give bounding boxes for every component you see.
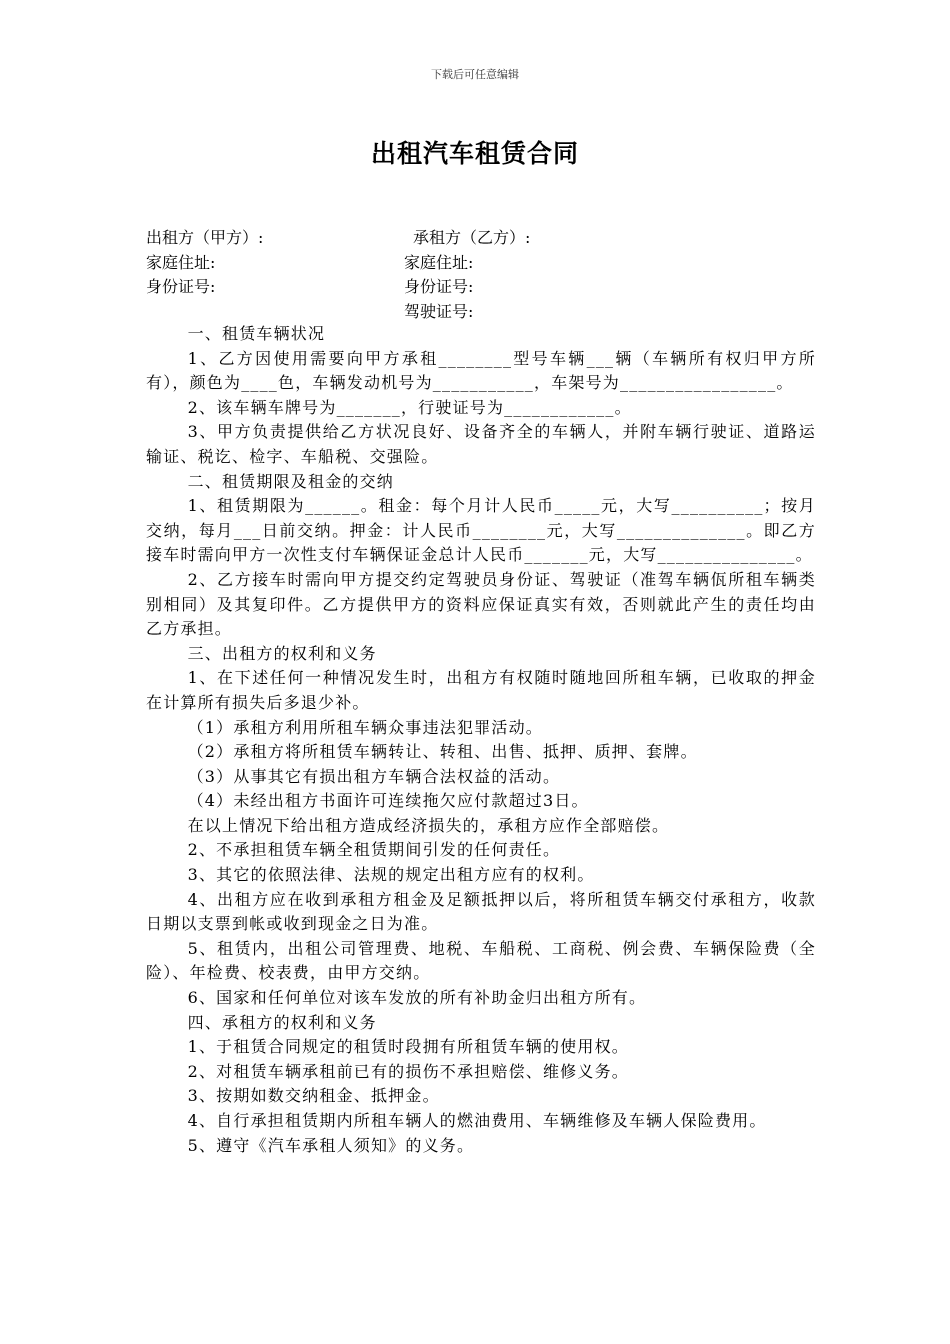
sub-clause: （3）从事其它有损出租方车辆合法权益的活动。 [187,766,561,786]
lessor-label: 出租方（甲方）: [146,228,264,247]
clause: 1、在下述任何一种情况发生时，出租方有权随时随地回所租车辆，已收取的押金在计算所有损失后多退少补。 [146,668,816,712]
clause: 1、租赁期限为______。租金：每个月计人民币_____元，大写__________；按月交纳，每月___日前交纳。押金：计人民币________元，大写______________。即乙方接车时需向甲方一次性支付车辆保证金总计人民币_______元，大写_______________。 [146,496,816,565]
party-row [146,251,826,276]
clause: 4、出租方应在收到承租方租金及足额抵押以后，将所租赁车辆交付承租方，收款日期以支票到帐或收到现金之日为准。 [146,889,816,934]
section-heading: 四、承租方的权利和义务 [187,1012,377,1032]
lessee-address: 家庭住址: [404,252,474,272]
clause: 6、国家和任何单位对该车发放的所有补助金归出租方所有。 [187,988,647,1008]
clause: 5、租赁内，出租公司管理费、地税、车船税、工商税、例会费、车辆保险费（全险）、年检费、校表费，由甲方交纳。 [146,938,816,983]
section-heading: 三、出租方的权利和义务 [187,643,377,663]
clause: 2、对租赁车辆承租前已有的损伤不承担赔偿、维修义务。 [187,1061,629,1081]
clause: 5、遵守《汽车承租人须知》的义务。 [187,1135,475,1155]
party-row [146,275,826,300]
clause: 3、甲方负责提供给乙方状况良好、设备齐全的车辆人，并附车辆行驶证、道路运输证、税讫、检字、车船税、交强险。 [146,422,816,466]
sub-clause: （2）承租方将所租赁车辆转让、转租、出售、抵押、质押、套牌。 [187,742,698,762]
party-row [146,226,826,251]
sub-clause: （1）承租方利用所租车辆众事违法犯罪活动。 [187,717,543,737]
lessee-label: 承租方（乙方）: [413,228,531,247]
lessee-id: 身份证号: [404,277,474,296]
clause: 1、于租赁合同规定的租赁时段拥有所租赁车辆的使用权。 [187,1037,629,1057]
parties-block [146,226,826,324]
clause: 3、按期如数交纳租金、抵押金。 [187,1086,440,1106]
contract-body [146,322,816,1158]
clause: 4、自行承担租赁期内所租车辆人的燃油费用、车辆维修及车辆人保险费用。 [187,1111,767,1130]
clause: 2、乙方接车时需向甲方提交约定驾驶员身份证、驾驶证（准驾车辆佤所租车辆类别相同）及其复印件。乙方提供甲方的资料应保证真实有效，否则就此产生的责任均由乙方承担。 [146,569,816,639]
clause: 3、其它的依照法律、法规的规定出租方应有的权利。 [187,865,595,885]
lessee-license: 驾驶证号: [404,301,474,321]
clause: 1、乙方因使用需要向甲方承租________型号车辆___辆（车辆所有权归甲方所有），颜色为____色，车辆发动机号为___________，车架号为_________________。 [146,348,816,393]
sub-clause: （4）未经出租方书面许可连续拖欠应付款超过3日。 [187,791,589,811]
clause: 在以上情况下给出租方造成经济损失的，承租方应作全部赔偿。 [187,815,670,835]
clause: 2、不承担租赁车辆全租赁期间引发的任何责任。 [187,840,561,860]
party-row [146,300,826,325]
clause: 2、该车辆车牌号为_______，行驶证号为____________。 [187,397,632,417]
section-heading: 一、租赁车辆状况 [187,324,326,343]
lessor-id: 身份证号: [146,277,216,296]
header-note: 下载后可任意编辑 [431,68,519,81]
document-title: 出租汽车租赁合同 [370,139,579,168]
lessor-address: 家庭住址: [146,252,216,272]
section-heading: 二、租赁期限及租金的交纳 [187,471,394,491]
